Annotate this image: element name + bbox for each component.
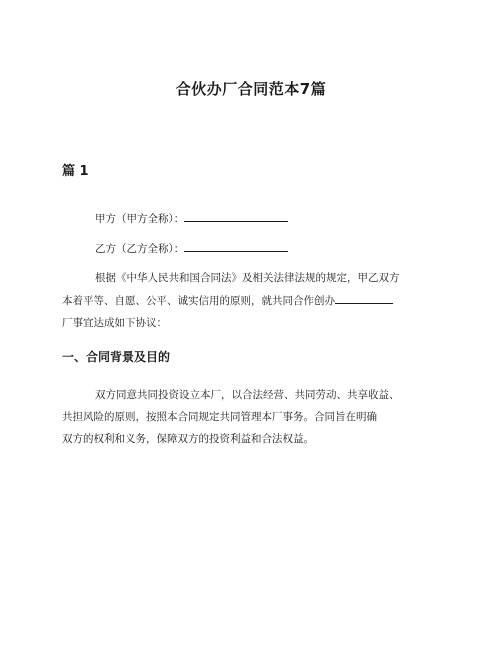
- factory-name-blank: [335, 293, 393, 304]
- party-b-blank: [184, 241, 288, 252]
- clause-1-line-3: 双方的权利和义务，保障双方的投资利益和合法权益。: [62, 433, 314, 445]
- clause-1-line-2: 共担风险的原则，按照本合同规定共同管理本厂事务。合同旨在明确: [62, 411, 377, 423]
- intro-line-1: 根据《中华人民共和国合同法》及相关法律法规的规定，甲乙双方: [95, 272, 400, 284]
- intro-line-2: [62, 293, 393, 308]
- party-a-blank: [184, 211, 288, 222]
- document-title: 合伙办厂合同范本7篇: [175, 80, 327, 98]
- section-heading: 篇 1: [62, 164, 89, 179]
- clause-1-heading: 一、合同背景及目的: [62, 350, 171, 364]
- party-a-label: 甲方（甲方全称）：: [95, 213, 185, 225]
- party-b-line: [95, 241, 288, 256]
- party-b-label: 乙方（乙方全称）：: [95, 243, 185, 255]
- intro-line-3: 厂事宜达成如下协议：: [62, 317, 167, 329]
- intro-line-2-text: 本着平等、自愿、公平、诚实信用的原则，就共同合作创办: [62, 295, 335, 307]
- party-a-line: [95, 211, 288, 226]
- clause-1-line-1: 双方同意共同投资设立本厂，以合法经营、共同劳动、共享收益、: [95, 389, 400, 401]
